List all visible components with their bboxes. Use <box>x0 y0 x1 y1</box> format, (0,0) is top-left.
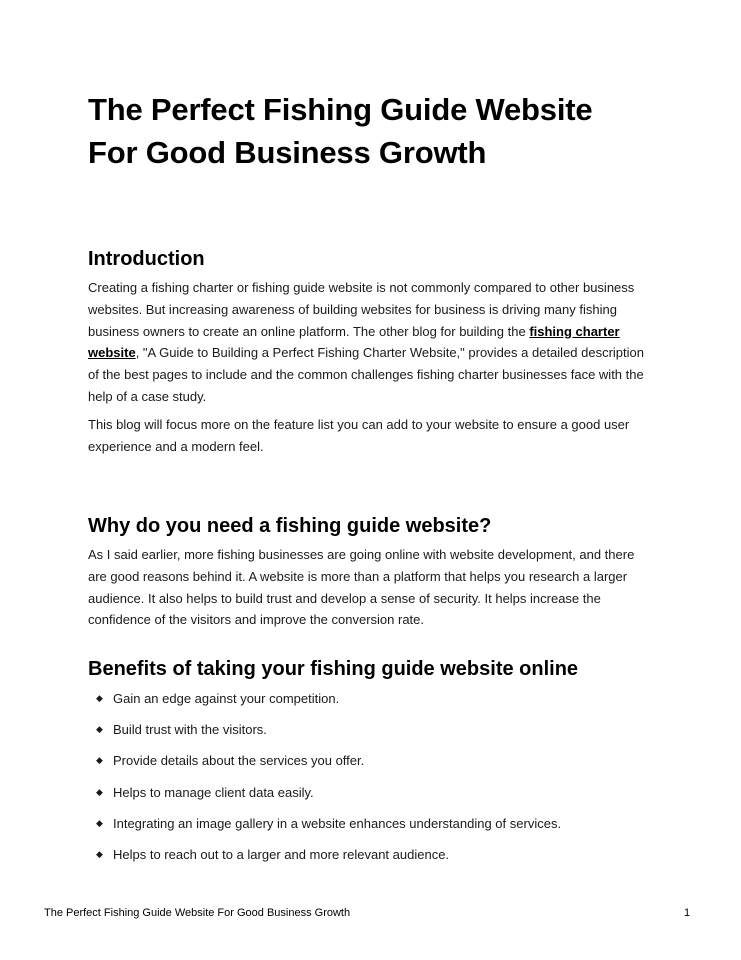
section-heading-introduction: Introduction <box>88 248 205 270</box>
footer-page-number: 1 <box>684 907 691 919</box>
section-heading-benefits: Benefits of taking your fishing guide website online <box>88 658 579 680</box>
benefit-list-item <box>96 688 656 719</box>
why-paragraph-1: As I said earlier, more fishing businesses are going online with website development, and there are good reasons behind it. A website is more than a platform that helps you research a larger audience. It also helps to build trust and develop a sense of security. It helps increase the confidence of the visitors and improve the conversion rate. <box>88 547 635 628</box>
benefits-list <box>96 688 656 875</box>
page-title: The Perfect Fishing Guide Website For Good Business Growth <box>88 92 593 170</box>
benefit-text: Gain an edge against your competition. <box>113 691 340 706</box>
bullet-diamond-icon: ◆ <box>96 848 103 859</box>
benefit-text: Build trust with the visitors. <box>113 722 267 738</box>
bullet-diamond-icon: ◆ <box>96 755 103 766</box>
fishing-charter-website-link[interactable]: fishing charter website <box>88 323 620 361</box>
benefit-text: Provide details about the services you offer. <box>113 753 365 769</box>
benefit-text: Helps to manage client data easily. <box>113 784 314 800</box>
section-heading-why: Why do you need a fishing guide website? <box>88 515 492 537</box>
benefit-list-item <box>96 782 656 813</box>
intro-paragraph-1-text-start: Creating a fishing charter or fishing guide website is not commonly compared to other business websites. But increasing awareness of building websites for business is driving many fishing business owners to create an online platform. The other blog for building the <box>88 280 635 339</box>
bullet-diamond-icon: ◆ <box>96 693 103 703</box>
intro-paragraph-1 <box>88 277 653 408</box>
bullet-diamond-icon: ◆ <box>96 786 103 797</box>
bullet-diamond-icon: ◆ <box>96 724 103 735</box>
benefit-list-item <box>96 719 656 750</box>
benefit-text: Helps to reach out to a larger and more relevant audience. <box>113 846 450 862</box>
intro-paragraph-2: This blog will focus more on the feature list you can add to your website to ensure a good user experience and a modern feel. <box>88 417 630 454</box>
benefit-list-item <box>96 844 656 875</box>
benefit-list-item <box>96 750 656 781</box>
benefit-text: Integrating an image gallery in a website enhances understanding of services. <box>113 815 562 831</box>
benefit-list-item <box>96 813 656 844</box>
footer-title: The Perfect Fishing Guide Website For Good Business Growth <box>44 907 351 919</box>
intro-paragraph-1-text-end: , "A Guide to Building a Perfect Fishing Charter Website," provides a detailed description of the best pages to include and the common challenges fishing charter businesses face with the help of a case study. <box>88 345 645 404</box>
bullet-diamond-icon: ◆ <box>96 817 103 828</box>
